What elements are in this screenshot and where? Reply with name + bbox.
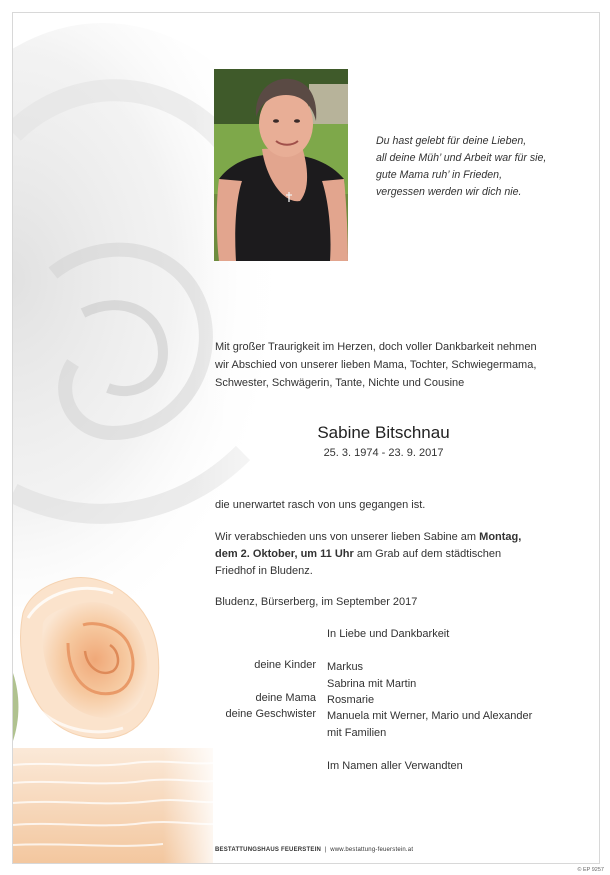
geschwister-label: deine Geschwister	[225, 708, 316, 720]
intro-line: Schwester, Schwägerin, Tante, Nichte und Cousine	[215, 377, 465, 389]
service-text: am Grab auf dem städtischen	[353, 548, 502, 560]
service-text: Wir verabschieden uns von unserer lieben Sabine am	[215, 531, 480, 543]
service-day: Montag,	[479, 531, 522, 543]
service-line-3: Friedhof in Bludenz.	[215, 565, 313, 577]
service-date-time: dem 2. Oktober, um 11 Uhr	[215, 548, 354, 560]
print-code: © EP 9257	[577, 867, 604, 873]
relative-name: Sabrina mit Martin	[327, 677, 417, 690]
footer	[215, 847, 413, 853]
portrait-photo	[214, 69, 348, 261]
passed-line: die unerwartet rasch von uns gegangen ist.	[215, 499, 426, 511]
relative-name: Rosmarie	[327, 694, 375, 706]
kinder-label: deine Kinder	[254, 659, 316, 671]
passed-text	[215, 497, 585, 514]
intro-text	[215, 338, 575, 392]
poem-line: gute Mama ruh’ in Frieden,	[376, 169, 503, 181]
service-info	[215, 529, 585, 580]
poem-line: Du hast gelebt für deine Lieben,	[376, 135, 527, 147]
poem-line: vergessen werden wir dich nie.	[376, 186, 522, 198]
mama-names	[327, 692, 374, 709]
relative-name: Markus	[327, 661, 364, 673]
company-name: BESTATTUNGSHAUS FEUERSTEIN	[215, 847, 321, 853]
poem-line: all deine Müh’ und Arbeit war für sie,	[376, 152, 547, 164]
place-date-line: Bludenz, Bürserberg, im September 2017	[215, 596, 418, 608]
service-line-2	[215, 546, 585, 563]
relative-name: mit Familien	[327, 726, 387, 739]
mama-label: deine Mama	[255, 692, 316, 704]
place-date	[215, 594, 585, 611]
kinder-names	[327, 659, 416, 692]
footer-separator: |	[324, 847, 327, 853]
company-website: www.bestattung-feuerstein.at	[330, 847, 414, 853]
relative-name: Manuela mit Werner, Mario und Alexander	[327, 710, 533, 722]
poem-verse	[376, 133, 586, 201]
obituary-card	[12, 12, 600, 864]
geschwister-names	[327, 708, 532, 741]
intro-line: Mit großer Traurigkeit im Herzen, doch voller Dankbarkeit nehmen	[215, 341, 537, 353]
deceased-name: Sabine Bitschnau	[317, 423, 450, 442]
family-sign: Im Namen aller Verwandten	[327, 760, 463, 772]
closing-text: In Liebe und Dankbarkeit	[327, 628, 450, 640]
life-dates: 25. 3. 1974 - 23. 9. 2017	[323, 447, 444, 459]
service-line-1	[215, 529, 585, 546]
intro-line: wir Abschied von unserer lieben Mama, Tochter, Schwiegermama,	[215, 359, 537, 371]
